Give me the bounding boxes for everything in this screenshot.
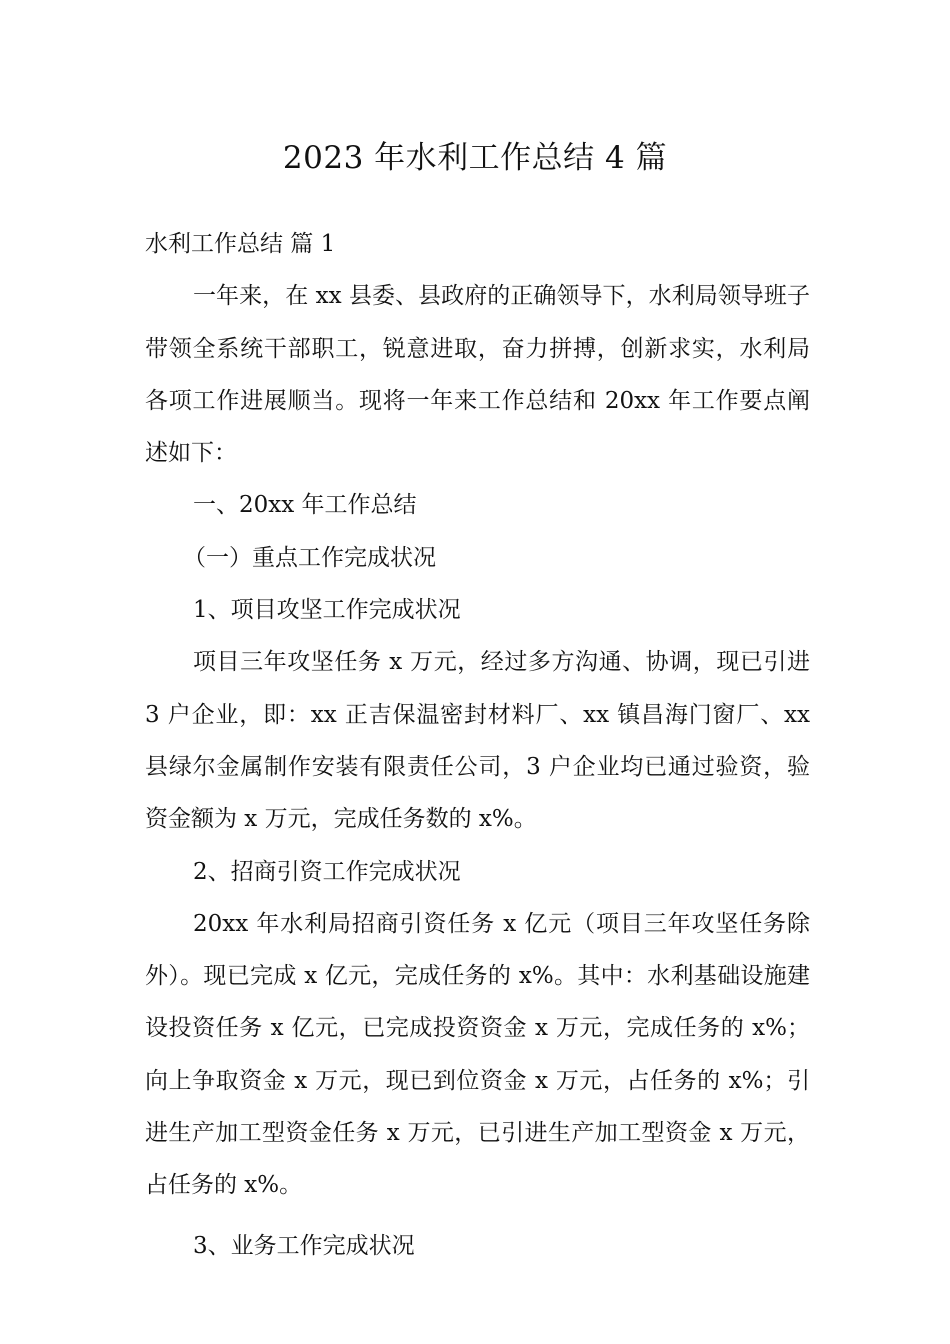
section-label: 水利工作总结 篇 1 (145, 231, 336, 257)
paragraph-project: 项目三年攻坚任务 x 万元，经过多方沟通、协调，现已引进 3 户企业，即：xx 正吉保温密封材料厂、xx 镇昌海门窗厂、xx 县绿尔金属制作安装有限责任公司，3 户企业均已通过验资，验资金额为 x 万元，完成任务数的 x%。 (145, 649, 810, 833)
document-title: 2023 年水利工作总结 4 篇 (282, 140, 668, 176)
document-body (145, 218, 810, 1272)
heading-project: 1、项目攻坚工作完成状况 (193, 597, 461, 624)
heading-key-work: （一）重点工作完成状况 (183, 544, 436, 571)
heading-work-summary: 一、20xx 年工作总结 (193, 492, 417, 519)
paragraph-intro: 一年来，在 xx 县委、县政府的正确领导下，水利局领导班子带领全系统干部职工，锐意进取，奋力拼搏，创新求实，水利局各项工作进展顺当。现将一年来工作总结和 20xx 年工作要点阐述如下： (145, 283, 810, 467)
heading-investment: 2、招商引资工作完成状况 (193, 858, 461, 885)
paragraph-investment: 20xx 年水利局招商引资任务 x 亿元（项目三年攻坚任务除外）。现已完成 x 亿元，完成任务的 x%。其中：水利基础设施建设投资任务 x 亿元，已完成投资资金 x 万元，完成任务的 x%；向上争取资金 x 万元，现已到位资金 x 万元，占任务的 x%；引进生产加工型资金任务 x 万元，已引进生产加工型资金 x 万元，占任务的 x%。 (145, 910, 810, 1199)
heading-business: 3、业务工作完成状况 (193, 1232, 415, 1259)
